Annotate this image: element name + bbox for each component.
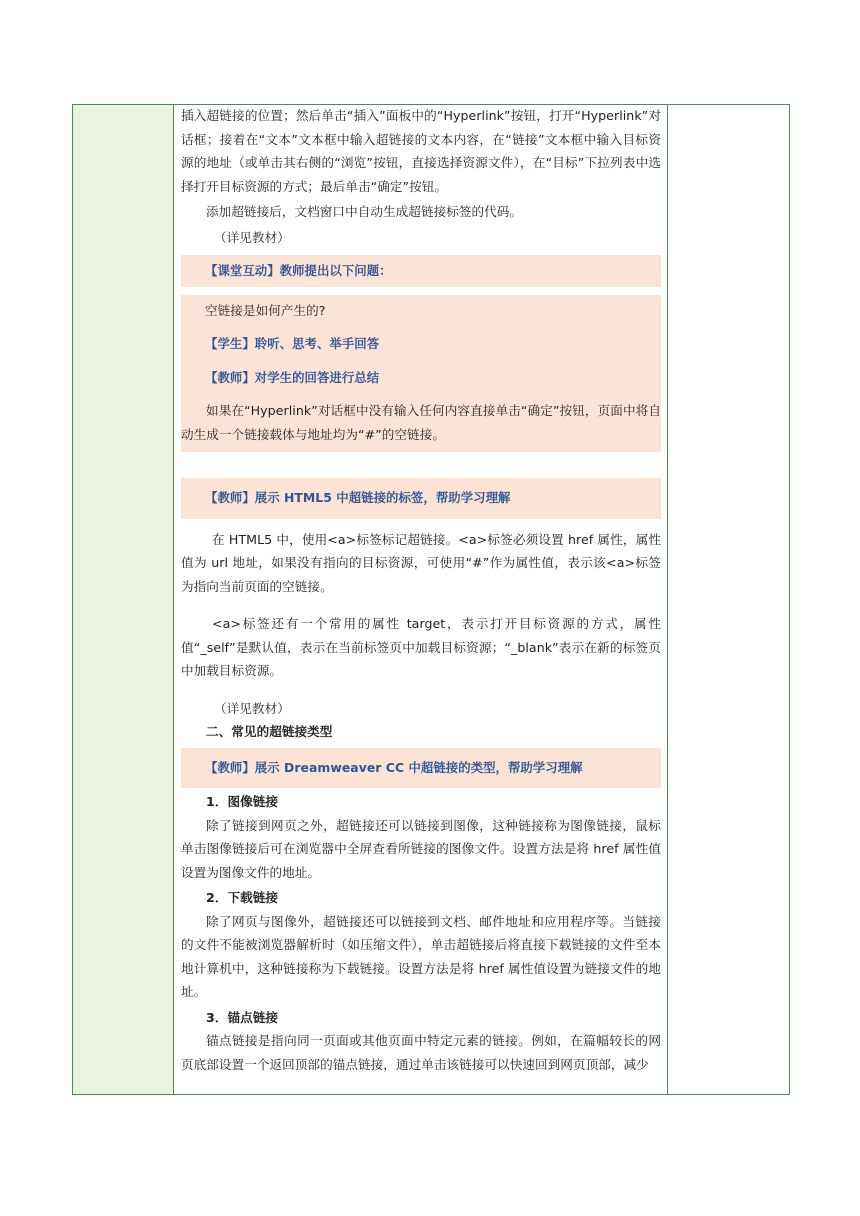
section-2-heading: 二、常见的超链接类型 — [206, 724, 333, 739]
teacher-dw-block — [181, 748, 661, 789]
student-response: 【学生】聆听、思考、举手回答 — [205, 336, 380, 351]
answer-text: 如果在“Hyperlink”对话框中没有输入任何内容直接单击“确定”按钮，页面中将自动生成一个链接载体与地址均为“#”的空链接。 — [181, 403, 661, 442]
teacher-html5-heading: 【教师】展示 HTML5 中超链接的标签，帮助学习理解 — [205, 490, 511, 505]
paragraph-auto-code: 添加超链接后，文档窗口中自动生成超链接标签的代码。 — [206, 204, 523, 219]
download-link-title: 2．下载链接 — [206, 890, 279, 905]
html5-paragraph-1: 在 HTML5 中，使用<a>标签标记超链接。<a>标签必须设置 href 属性，属性值为 url 地址，如果没有指向的目标资源，可使用“#”作为属性值，表示该<a>标签为指向当前页面的空链接。 — [181, 531, 661, 594]
teacher-dw-heading: 【教师】展示 Dreamweaver CC 中超链接的类型，帮助学习理解 — [205, 759, 583, 775]
interaction-heading: 【课堂互动】教师提出以下问题： — [205, 263, 392, 278]
teacher-summary: 【教师】对学生的回答进行总结 — [205, 369, 380, 385]
column-divider-right — [667, 105, 668, 1094]
see-textbook-note-2: （详见教材） — [214, 700, 290, 716]
anchor-link-title: 3．锚点链接 — [206, 1009, 279, 1025]
anchor-link-body: 锚点链接是指向同一页面或其他页面中特定元素的链接。例如，在篇幅较长的网页底部设置一个返回顶部的锚点链接，通过单击该链接可以快速回到网页顶部，减少 — [181, 1033, 661, 1072]
question-text: 空链接是如何产生的? — [205, 302, 326, 318]
main-content-cell — [181, 104, 661, 1076]
see-textbook-note: （详见教材） — [214, 229, 290, 245]
download-link-body: 除了网页与图像外，超链接还可以链接到文档、邮件地址和应用程序等。当链接的文件不能被浏览器解析时（如压缩文件），单击超链接后将直接下载链接的文件至本地计算机中，这种链接称为下载链接。设置方法是将 href 属性值设置为链接文件的地址。 — [181, 913, 661, 999]
image-link-title: 1．图像链接 — [206, 794, 279, 809]
shade-gap — [181, 287, 661, 295]
left-column-cell — [73, 105, 173, 1094]
teacher-html5-block — [181, 478, 661, 519]
column-divider-left — [173, 105, 174, 1094]
paragraph-insert-hyperlink: 插入超链接的位置；然后单击“插入”面板中的“Hyperlink”按钮，打开“Hyperlink”对话框；接着在“文本”文本框中输入超链接的文本内容，在“链接”文本框中输入目标资源的地址（或单击其右侧的“浏览”按钮，直接选择资源文件），在“目标”下拉列表中选择打开目标资源的方式；最后单击“确定”按钮。 — [181, 108, 661, 194]
image-link-body: 除了链接到网页之外，超链接还可以链接到图像，这种链接称为图像链接，鼠标单击图像链接后可在浏览器中全屏查看所链接的图像文件。设置方法是将 href 属性值设置为图像文件的地址。 — [181, 817, 661, 880]
html5-paragraph-2: <a>标签还有一个常用的属性 target，表示打开目标资源的方式，属性值“_self”是默认值，表示在当前标签页中加载目标资源；“_blank”表示在新的标签页中加载目标资源。 — [181, 616, 661, 678]
interaction-block — [181, 255, 661, 452]
